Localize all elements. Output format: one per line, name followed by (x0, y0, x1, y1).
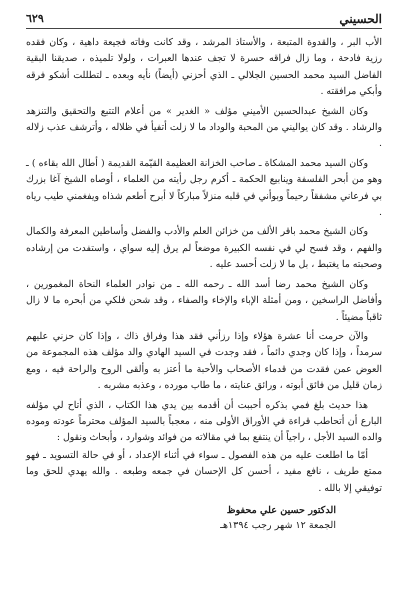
signature-block (26, 503, 382, 533)
paragraph-1: الأب البر ، والقدوة المتبعة ، والأستاذ المرشد ، وقد كانت وفاته فجيعة داهية ، وكان فقده رزية فادحة ، وما زال فراقه حسرة لا تجف عندها العبرات ، ولولا تلميذه ، صديقنا البقية الفاضل السيد محمد الحسين الجلالي ـ الذي أحزني (أيضاً) نأيه وبعده ـ لتطللت أشكو فرقه وأبكي مرافقته . (26, 37, 382, 98)
page-body (26, 35, 382, 497)
running-title: الحسيني (339, 12, 382, 26)
signature-name: الدكتور حسين علي محفوظ (226, 504, 336, 516)
paragraph-8: أمّا ما اطلعت عليه من هذه الفصول ـ سواء في أثناء الإعداد ، أو في حالة التسويد ـ فهو ممتع طريف ، نافع مفيد ، أحسن كل الإحسان في جمعه وطبعه . والله يهدي للحق وما توفيقي إلا بالله . (26, 449, 382, 494)
paragraph-7: هذا حديث بلغ فمي بذكره أحببت أن أقدمه بين يدي هذا الكتاب ، الذي أتاح لي مؤلفه البارع أن أتحاطب قراءة في الأوراق الأولى منه ، معجباً بالسيد المؤلف محترماً عودته وموده والده السيد الأجل ، راجياً أن ينتفع بما في مقالاته من فوائد وشوارد ، وأبحاث ونقول : (26, 399, 382, 444)
page-header (26, 6, 382, 29)
signature-date: الجمعة ١٢ شهر رجب ١٣٩٤هـ (220, 519, 336, 531)
page-number: ٦٢٩ (26, 12, 44, 25)
paragraph-2: وكان الشيخ عبدالحسين الأميني مؤلف « الغدير » من أعلام التتبع والتحقيق والتنزهد والرشاد . وقد كان يواليني من المحبة والوداد ما لا زلت أتفيأ في ظلاله ، وأترشف عذب زلاله . (26, 105, 382, 150)
paragraph-4: وكان الشيخ محمد باقر الألف من خزائن العلم والأدب والفضل وأساطين المعرفة والكمال والفهم ، وقد فسح لي في نفسه الكبيرة موضعاً لم يرق إليه سواي ، واستفدت من إرشاده وصحبته ما يغتبط ، بل ما لا زلت أحسد عليه . (26, 226, 382, 271)
paragraph-6: والآن حرمت أنا عشرة هؤلاء وإذا رزأني فقد هذا وفراق ذاك ، وإذا كان حزني عليهم سرمداً ، وإذا كان وجدي دائماً ، فقد وجدت في السيد الهادي والد مؤلف هذه المجموعة من العوض عمن فقدت من قدماء الأصحاب والأحبة ما أعتز به وألقى الروح والراحة فيه ، ومع زمان قليل من فائق أبوته ، ورائق عنايته ، ما طاب مورده ، وعذبه مشربه . (26, 330, 382, 392)
paragraph-3: وكان السيد محمد المشكاة ـ صاحب الخزانة العظيمة القيّمة القديمة ( أطال الله بقاءه ) ـ وهو من أبحر الفلسفة وينابيع الحكمة ـ أكرم رجل رأيته من العلماء ، أوصاه الشيخ آغا بزرك بي فرعاني مشفقاً رحيماً وبوأني في قلبه منزلاً مباركاً لا أبرح أطعم شذاه ويفغمني طيب رياه . (26, 157, 382, 219)
paragraph-5: وكان الشيخ محمد رضا أسد الله ـ رحمه الله ـ من نوادر العلماء النحاة المغمورين ، وأفاضل الراسخين ، ومن أمثلة الإباء والإخاء والصفاء ، وقد شحن فلكي من أبحره ما لا زال ثاقباً مضيئاً . (26, 278, 382, 323)
